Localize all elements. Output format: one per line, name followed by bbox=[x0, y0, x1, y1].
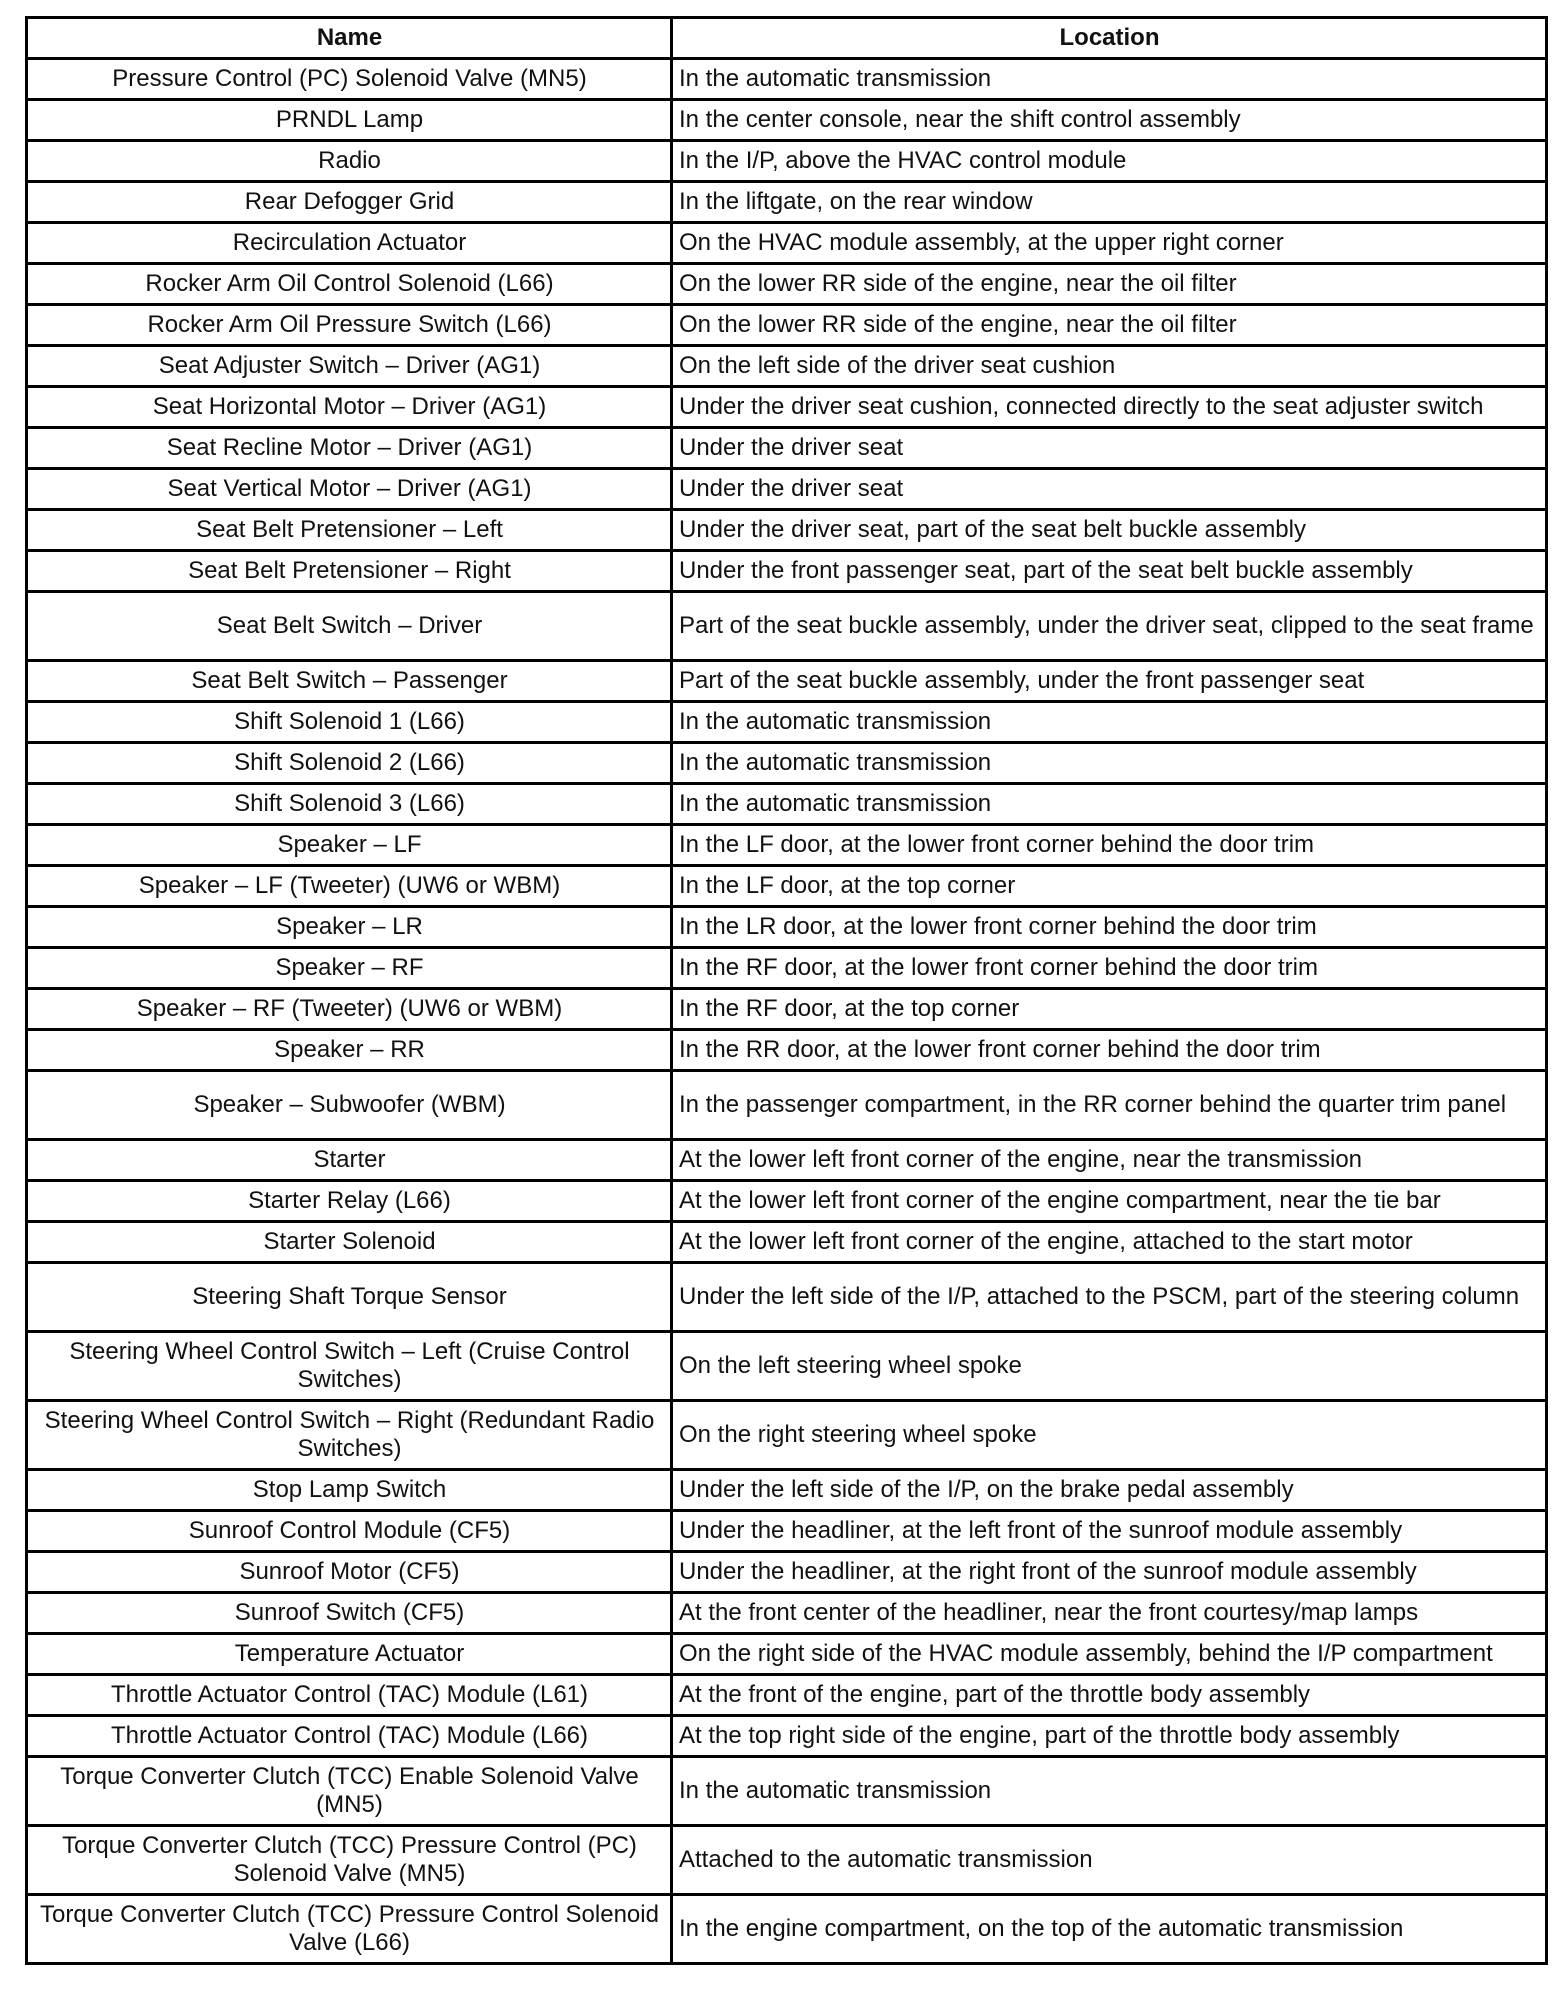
component-location-cell: Under the driver seat cushion, connected directly to the seat adjuster switch bbox=[672, 387, 1547, 428]
component-name-cell: Throttle Actuator Control (TAC) Module (L66) bbox=[27, 1716, 672, 1757]
component-name-cell: Seat Belt Switch – Driver bbox=[27, 592, 672, 661]
table-header-row bbox=[27, 18, 1547, 59]
column-header-name: Name bbox=[27, 18, 672, 59]
table-row bbox=[27, 1470, 1547, 1511]
component-name-cell: Speaker – LF bbox=[27, 825, 672, 866]
component-location-cell: On the lower RR side of the engine, near the oil filter bbox=[672, 305, 1547, 346]
table-row bbox=[27, 1332, 1547, 1401]
component-name-cell: Temperature Actuator bbox=[27, 1634, 672, 1675]
component-name-cell: Seat Adjuster Switch – Driver (AG1) bbox=[27, 346, 672, 387]
component-location-cell: In the automatic transmission bbox=[672, 784, 1547, 825]
component-name-cell: Torque Converter Clutch (TCC) Enable Solenoid Valve (MN5) bbox=[27, 1757, 672, 1826]
component-name-cell: Seat Belt Pretensioner – Right bbox=[27, 551, 672, 592]
component-location-cell: In the automatic transmission bbox=[672, 1757, 1547, 1826]
component-location-cell: At the lower left front corner of the engine, near the transmission bbox=[672, 1140, 1547, 1181]
table-row bbox=[27, 743, 1547, 784]
column-header-location: Location bbox=[672, 18, 1547, 59]
component-name-cell: Recirculation Actuator bbox=[27, 223, 672, 264]
component-name-cell: Rocker Arm Oil Pressure Switch (L66) bbox=[27, 305, 672, 346]
component-location-cell: At the top right side of the engine, part of the throttle body assembly bbox=[672, 1716, 1547, 1757]
table-row bbox=[27, 702, 1547, 743]
component-location-cell: In the LF door, at the lower front corner behind the door trim bbox=[672, 825, 1547, 866]
component-location-cell: In the liftgate, on the rear window bbox=[672, 182, 1547, 223]
component-location-cell: Under the driver seat bbox=[672, 469, 1547, 510]
component-location-cell: On the left side of the driver seat cushion bbox=[672, 346, 1547, 387]
component-name-cell: Speaker – LR bbox=[27, 907, 672, 948]
table-row bbox=[27, 661, 1547, 702]
table-row bbox=[27, 1757, 1547, 1826]
table-row bbox=[27, 1263, 1547, 1332]
table-row bbox=[27, 59, 1547, 100]
component-location-cell: On the HVAC module assembly, at the upper right corner bbox=[672, 223, 1547, 264]
component-name-cell: Sunroof Motor (CF5) bbox=[27, 1552, 672, 1593]
component-location-cell: Under the driver seat bbox=[672, 428, 1547, 469]
component-location-cell: In the LF door, at the top corner bbox=[672, 866, 1547, 907]
component-name-cell: Starter Relay (L66) bbox=[27, 1181, 672, 1222]
component-name-cell: Steering Wheel Control Switch – Left (Cruise Control Switches) bbox=[27, 1332, 672, 1401]
table-row bbox=[27, 1593, 1547, 1634]
component-name-cell: Sunroof Control Module (CF5) bbox=[27, 1511, 672, 1552]
component-name-cell: Speaker – LF (Tweeter) (UW6 or WBM) bbox=[27, 866, 672, 907]
component-name-cell: Shift Solenoid 1 (L66) bbox=[27, 702, 672, 743]
table-row bbox=[27, 1511, 1547, 1552]
component-location-cell: At the front center of the headliner, near the front courtesy/map lamps bbox=[672, 1593, 1547, 1634]
component-name-cell: Shift Solenoid 3 (L66) bbox=[27, 784, 672, 825]
component-name-cell: Steering Shaft Torque Sensor bbox=[27, 1263, 672, 1332]
table-row bbox=[27, 346, 1547, 387]
component-name-cell: Rear Defogger Grid bbox=[27, 182, 672, 223]
table-row bbox=[27, 784, 1547, 825]
component-location-cell: Under the front passenger seat, part of the seat belt buckle assembly bbox=[672, 551, 1547, 592]
component-name-cell: Seat Vertical Motor – Driver (AG1) bbox=[27, 469, 672, 510]
component-location-table bbox=[25, 16, 1548, 1965]
table-row bbox=[27, 510, 1547, 551]
component-location-cell: Under the left side of the I/P, on the brake pedal assembly bbox=[672, 1470, 1547, 1511]
table-row bbox=[27, 592, 1547, 661]
table-row bbox=[27, 1675, 1547, 1716]
component-location-cell: Under the left side of the I/P, attached to the PSCM, part of the steering column bbox=[672, 1263, 1547, 1332]
table-row bbox=[27, 428, 1547, 469]
table-row bbox=[27, 305, 1547, 346]
table-row bbox=[27, 1030, 1547, 1071]
component-name-cell: Seat Belt Pretensioner – Left bbox=[27, 510, 672, 551]
table-row bbox=[27, 100, 1547, 141]
table-row bbox=[27, 551, 1547, 592]
component-name-cell: Speaker – Subwoofer (WBM) bbox=[27, 1071, 672, 1140]
component-location-cell: Under the headliner, at the right front of the sunroof module assembly bbox=[672, 1552, 1547, 1593]
component-name-cell: Seat Horizontal Motor – Driver (AG1) bbox=[27, 387, 672, 428]
component-location-cell: On the right side of the HVAC module assembly, behind the I/P compartment bbox=[672, 1634, 1547, 1675]
component-location-cell: In the automatic transmission bbox=[672, 702, 1547, 743]
component-name-cell: Stop Lamp Switch bbox=[27, 1470, 672, 1511]
component-location-cell: In the RF door, at the lower front corner behind the door trim bbox=[672, 948, 1547, 989]
table-row bbox=[27, 141, 1547, 182]
component-name-cell: Starter Solenoid bbox=[27, 1222, 672, 1263]
component-location-cell: At the lower left front corner of the engine, attached to the start motor bbox=[672, 1222, 1547, 1263]
table-row bbox=[27, 1181, 1547, 1222]
component-name-cell: Seat Belt Switch – Passenger bbox=[27, 661, 672, 702]
component-location-cell: On the lower RR side of the engine, near the oil filter bbox=[672, 264, 1547, 305]
table-body bbox=[27, 59, 1547, 1964]
table-row bbox=[27, 1401, 1547, 1470]
component-location-cell: Part of the seat buckle assembly, under the front passenger seat bbox=[672, 661, 1547, 702]
component-location-table-wrapper bbox=[25, 16, 1545, 1965]
component-name-cell: Rocker Arm Oil Control Solenoid (L66) bbox=[27, 264, 672, 305]
component-name-cell: Throttle Actuator Control (TAC) Module (L61) bbox=[27, 1675, 672, 1716]
component-location-cell: In the RF door, at the top corner bbox=[672, 989, 1547, 1030]
table-row bbox=[27, 1895, 1547, 1964]
table-row bbox=[27, 989, 1547, 1030]
component-location-cell: In the LR door, at the lower front corner behind the door trim bbox=[672, 907, 1547, 948]
component-name-cell: Seat Recline Motor – Driver (AG1) bbox=[27, 428, 672, 469]
component-name-cell: Pressure Control (PC) Solenoid Valve (MN5) bbox=[27, 59, 672, 100]
component-name-cell: Steering Wheel Control Switch – Right (Redundant Radio Switches) bbox=[27, 1401, 672, 1470]
component-location-cell: Under the driver seat, part of the seat belt buckle assembly bbox=[672, 510, 1547, 551]
table-row bbox=[27, 223, 1547, 264]
table-row bbox=[27, 1071, 1547, 1140]
component-location-cell: In the engine compartment, on the top of the automatic transmission bbox=[672, 1895, 1547, 1964]
table-row bbox=[27, 182, 1547, 223]
component-location-cell: In the center console, near the shift control assembly bbox=[672, 100, 1547, 141]
component-location-cell: In the automatic transmission bbox=[672, 743, 1547, 784]
component-location-cell: On the right steering wheel spoke bbox=[672, 1401, 1547, 1470]
table-row bbox=[27, 387, 1547, 428]
table-row bbox=[27, 907, 1547, 948]
table-row bbox=[27, 1634, 1547, 1675]
table-row bbox=[27, 1140, 1547, 1181]
component-name-cell: Torque Converter Clutch (TCC) Pressure Control (PC) Solenoid Valve (MN5) bbox=[27, 1826, 672, 1895]
component-location-cell: Attached to the automatic transmission bbox=[672, 1826, 1547, 1895]
component-location-cell: Under the headliner, at the left front of the sunroof module assembly bbox=[672, 1511, 1547, 1552]
component-location-cell: At the front of the engine, part of the throttle body assembly bbox=[672, 1675, 1547, 1716]
component-name-cell: Speaker – RF bbox=[27, 948, 672, 989]
table-row bbox=[27, 948, 1547, 989]
table-row bbox=[27, 1826, 1547, 1895]
component-location-cell: At the lower left front corner of the engine compartment, near the tie bar bbox=[672, 1181, 1547, 1222]
component-location-cell: On the left steering wheel spoke bbox=[672, 1332, 1547, 1401]
component-location-cell: In the RR door, at the lower front corner behind the door trim bbox=[672, 1030, 1547, 1071]
component-location-cell: Part of the seat buckle assembly, under the driver seat, clipped to the seat frame bbox=[672, 592, 1547, 661]
component-location-cell: In the automatic transmission bbox=[672, 59, 1547, 100]
table-row bbox=[27, 1552, 1547, 1593]
component-name-cell: Radio bbox=[27, 141, 672, 182]
component-name-cell: Shift Solenoid 2 (L66) bbox=[27, 743, 672, 784]
table-row bbox=[27, 469, 1547, 510]
component-name-cell: Torque Converter Clutch (TCC) Pressure Control Solenoid Valve (L66) bbox=[27, 1895, 672, 1964]
component-location-cell: In the I/P, above the HVAC control module bbox=[672, 141, 1547, 182]
table-row bbox=[27, 1716, 1547, 1757]
component-name-cell: PRNDL Lamp bbox=[27, 100, 672, 141]
component-name-cell: Sunroof Switch (CF5) bbox=[27, 1593, 672, 1634]
table-row bbox=[27, 825, 1547, 866]
table-row bbox=[27, 264, 1547, 305]
component-name-cell: Speaker – RF (Tweeter) (UW6 or WBM) bbox=[27, 989, 672, 1030]
table-row bbox=[27, 1222, 1547, 1263]
table-row bbox=[27, 866, 1547, 907]
component-name-cell: Speaker – RR bbox=[27, 1030, 672, 1071]
component-name-cell: Starter bbox=[27, 1140, 672, 1181]
component-location-cell: In the passenger compartment, in the RR corner behind the quarter trim panel bbox=[672, 1071, 1547, 1140]
